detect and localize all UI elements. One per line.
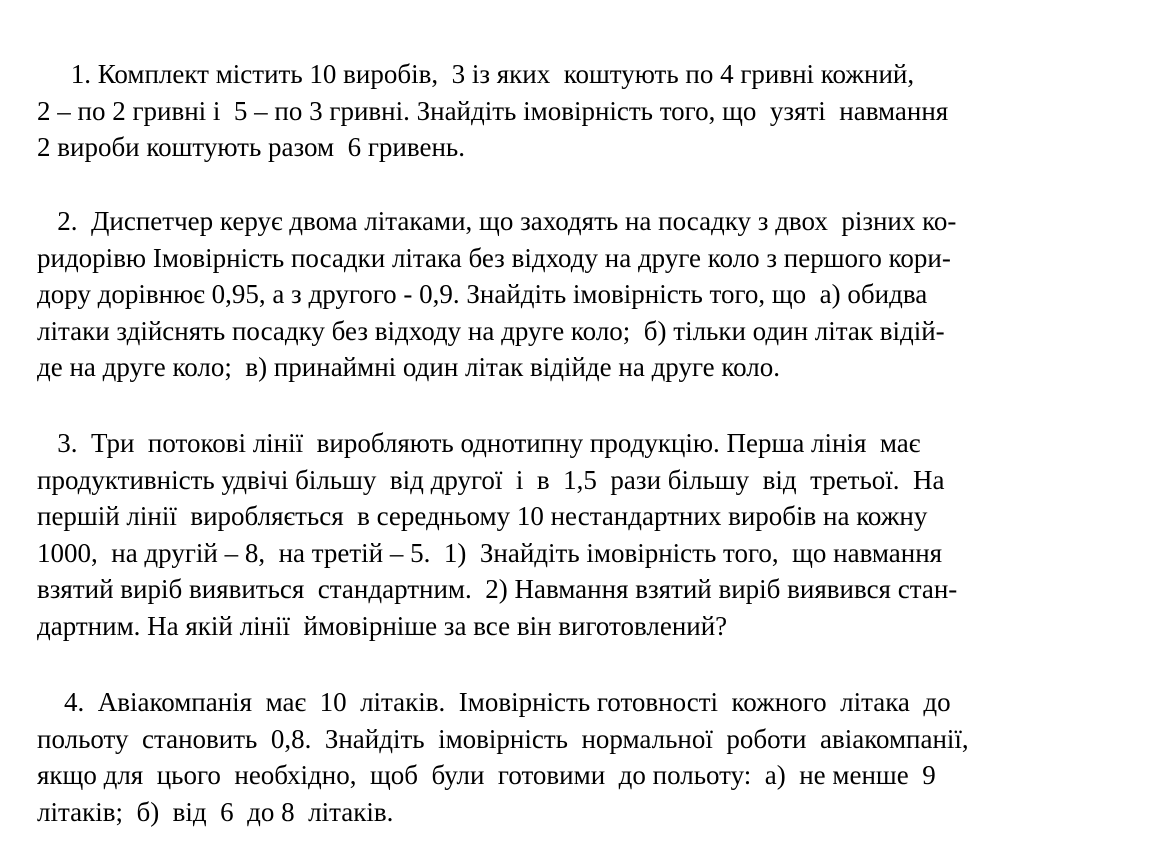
problem-3-line-5: взятий виріб виявиться стандартним. 2) Навмання взятий виріб виявився стан- (37, 574, 958, 604)
problem-1 (37, 56, 1137, 166)
problem-4 (37, 684, 1137, 830)
problem-2-line-5: де на друге коло; в) принаймні один літак відійде на друге коло. (37, 352, 781, 382)
problem-4-line-1: 4. Авіакомпанія має 10 літаків. Імовірність готовності кожного літака до (37, 687, 951, 717)
problem-2-line-3: дору дорівнює 0,95, а з другого - 0,9. Знайдіть імовірність того, що а) обидва (37, 279, 928, 309)
problem-3-line-3: першій лінії виробляється в середньому 10 нестандартних виробів на кожну (37, 501, 928, 531)
problem-3-line-1: 3. Три потокові лінії виробляють однотипну продукцію. Перша лінія має (37, 428, 921, 458)
problem-2-line-4: літаки здійснять посадку без відходу на друге коло; б) тільки один літак відій- (37, 315, 945, 346)
problem-2 (37, 203, 1137, 386)
problem-1-line-1: 1. Комплект містить 10 виробів, 3 із яких коштують по 4 гривні кожний, (37, 59, 915, 89)
problem-4-line-4: літаків; б) від 6 до 8 літаків. (37, 796, 394, 827)
problem-1-line-2: 2 – по 2 гривні і 5 – по 3 гривні. Знайдіть імовірність того, що узяті навмання (37, 95, 949, 126)
problem-3-line-6: дартним. На якій лінії ймовірніше за все він виготовлений? (37, 610, 728, 641)
problem-3-line-2: продуктивність удвічі більшу від другої і в 1,5 рази більшу від третьої. На (37, 464, 945, 495)
problem-2-line-2: ридорівю Імовірність посадки літака без відходу на друге коло з першого кори- (37, 242, 951, 273)
problem-4-line-3: якщо для цього необхідно, щоб були готовими до польоту: а) не менше 9 (37, 760, 936, 790)
problem-1-line-3: 2 вироби коштують разом 6 гривень. (37, 132, 465, 162)
problem-3 (37, 425, 1137, 644)
problem-3-line-4: 1000, на другій – 8, на третій – 5. 1) Знайдіть імовірність того, що навмання (37, 537, 943, 568)
problem-2-line-1: 2. Диспетчер керує двома літаками, що заходять на посадку з двох різних ко- (37, 206, 957, 236)
problem-4-line-2: польоту становить 0,8. Знайдіть імовірність нормальної роботи авіакомпанії, (37, 723, 969, 754)
